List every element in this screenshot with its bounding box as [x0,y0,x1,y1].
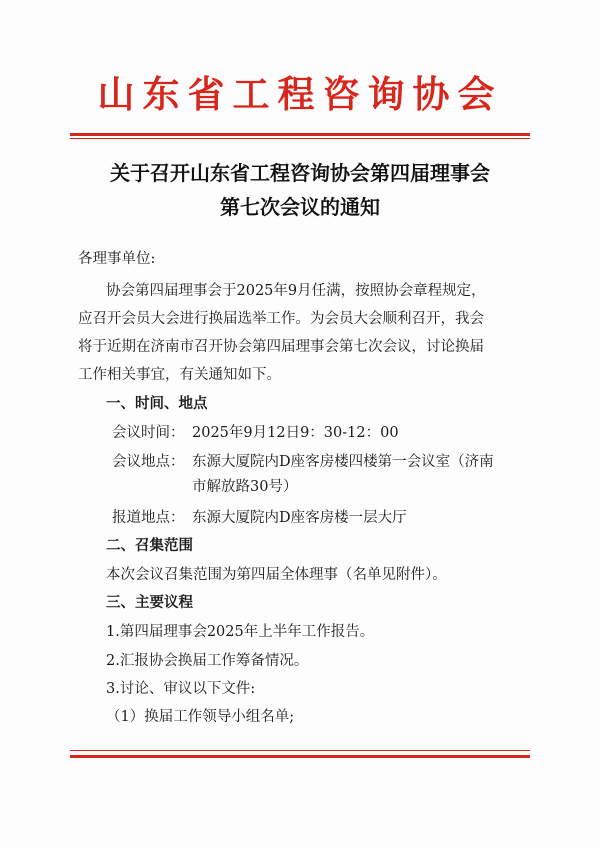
letterhead-org-name: 山东省工程咨询协会 [97,72,503,116]
meeting-time-value: 2025年9月12日9：30-12：00 [192,425,399,441]
meeting-place-value-cont: 市解放路30号） [192,479,298,495]
notice-title-line1: 关于召开山东省工程咨询协会第四届理事会 [110,161,490,185]
letterhead-rule-thick [70,133,530,136]
intro-line: 应召开会员大会进行换届选举工作。为会员大会顺利召开，我会 [78,311,484,327]
footer-rule-thin [70,750,530,751]
agenda-item: 2.汇报协会换届工作筹备情况。 [106,653,309,669]
meeting-time-label: 会议时间： [112,425,185,441]
scope-text: 本次会议召集范围为第四届全体理事（名单见附件）。 [106,567,447,583]
salutation: 各理事单位: [78,251,156,267]
intro-line: 工作相关事宜，有关通知如下。 [78,367,281,383]
section-heading-agenda: 三、主要议程 [106,594,193,611]
agenda-item: （1）换届工作领导小组名单; [106,709,295,725]
checkin-value: 东源大厦院内D座客房楼一层大厅 [192,510,407,526]
footer-rule-thick [70,755,530,758]
agenda-item: 3.讨论、审议以下文件: [106,681,256,697]
section-heading-time-place: 一、时间、地点 [106,395,208,412]
intro-line: 将于近期在济南市召开协会第四届理事会第七次会议，讨论换届 [78,339,484,355]
checkin-label: 报道地点： [112,510,185,526]
agenda-item: 1.第四届理事会2025年上半年工作报告。 [106,624,375,640]
meeting-place-label: 会议地点： [112,454,185,470]
section-heading-scope: 二、召集范围 [106,537,193,554]
letterhead-rule-thin [70,138,530,139]
intro-line: 协会第四届理事会于2025年9月任满，按照协会章程规定， [106,283,486,299]
meeting-place-value: 东源大厦院内D座客房楼四楼第一会议室（济南 [192,454,494,470]
notice-title-line2: 第七次会议的通知 [220,195,380,219]
